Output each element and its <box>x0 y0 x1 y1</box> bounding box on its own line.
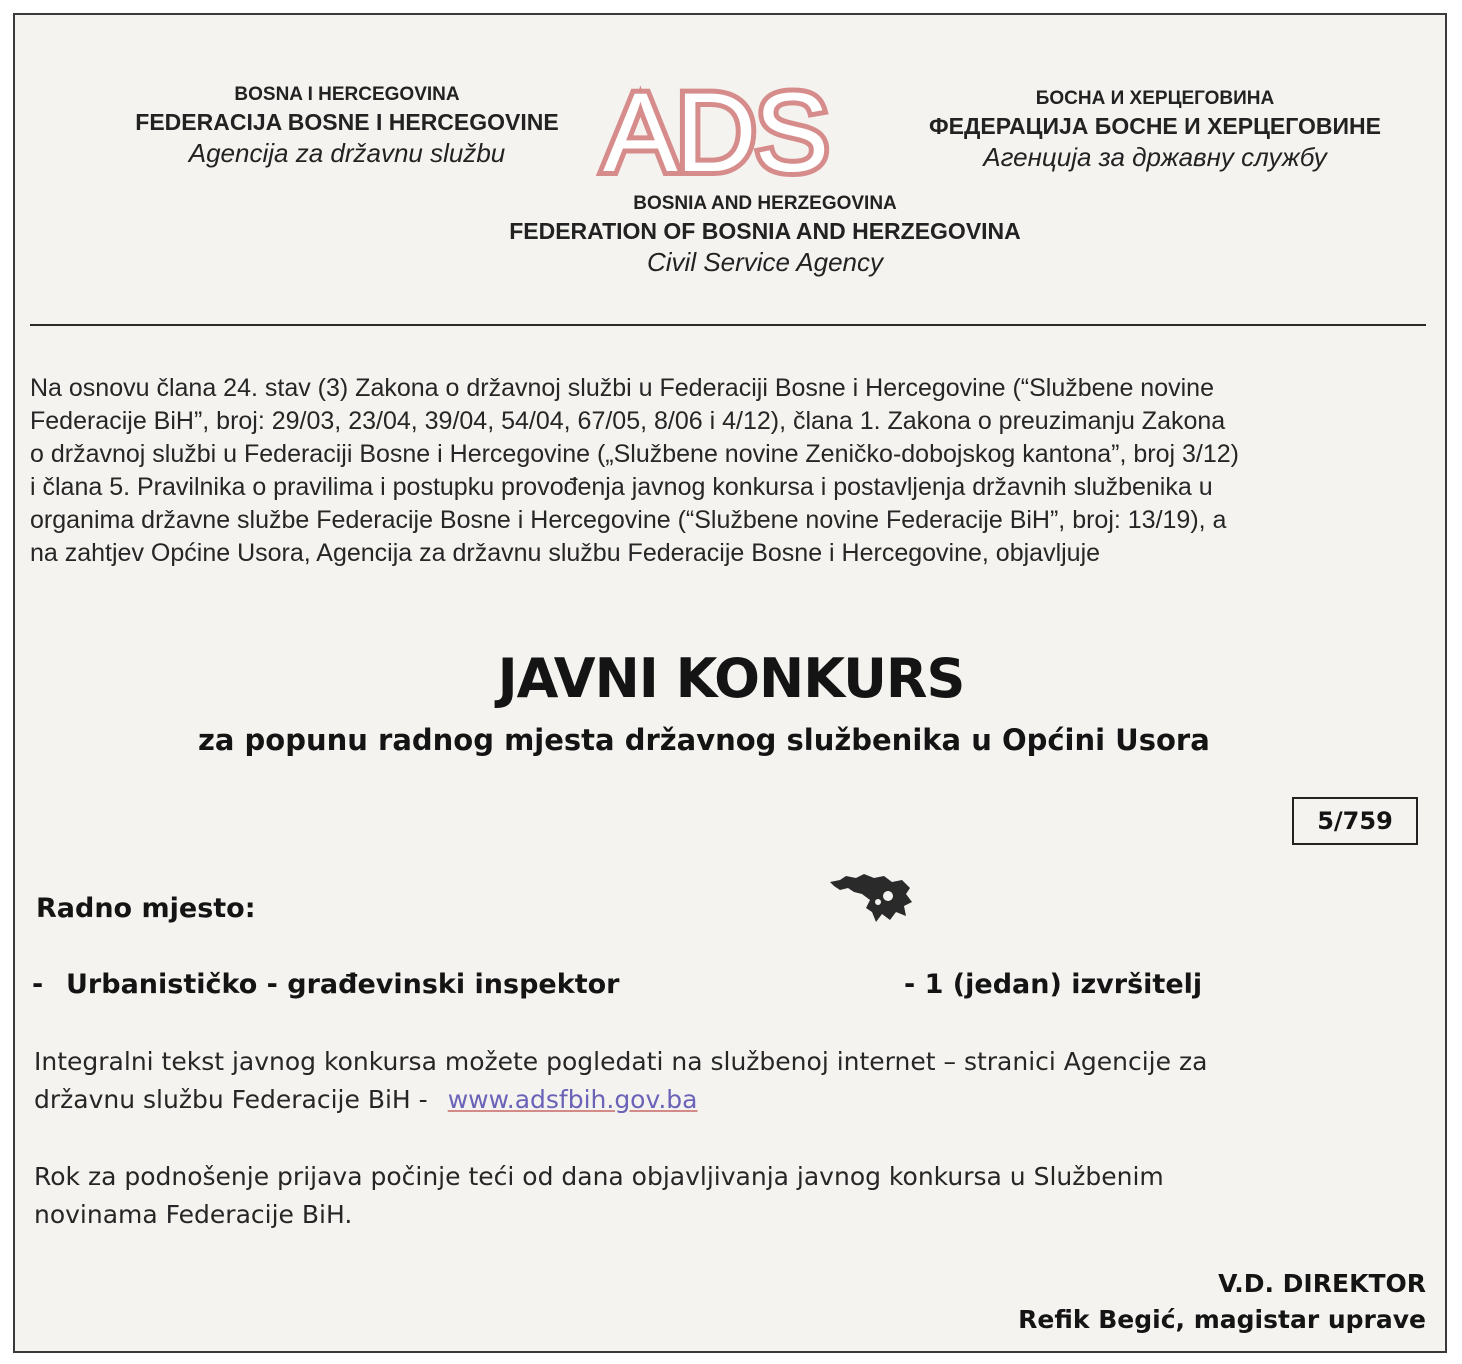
position-bullet: - <box>32 969 44 1000</box>
header-left-agency: Agencija za državnu službu <box>188 138 506 168</box>
header-center-agency: Civil Service Agency <box>646 247 883 277</box>
header-center-country: BOSNIA AND HERZEGOVINA <box>633 193 897 214</box>
intro-line: organima državne službe Federacije Bosne i Hercegovine (“Službene novine Federacije BiH”, broj: 13/19), a <box>30 506 1227 534</box>
intro-line: na zahtjev Općine Usora, Agencija za državnu službu Federacije Bosne i Hercegovine, objavljuje <box>30 539 1101 567</box>
header-left-country: BOSNA I HERCEGOVINA <box>234 84 460 105</box>
integral-text-paragraph <box>34 1043 1434 1119</box>
deadline-line: novinama Federacije BiH. <box>34 1200 353 1229</box>
agency-website-link[interactable]: www.adsfbih.gov.ba <box>447 1085 698 1114</box>
intro-line: Na osnovu člana 24. stav (3) Zakona o državnoj službi u Federaciji Bosne i Hercegovine (“Službene novine <box>30 374 1214 402</box>
document-subtitle: za popunu radnog mjesta državnog službenika u Općini Usora <box>198 723 1210 757</box>
header-left-federation: FEDERACIJA BOSNE I HERCEGOVINE <box>135 109 559 135</box>
position-label: Radno mjesto: <box>36 893 256 924</box>
header-right-agency: Агенција за државну службу <box>983 142 1327 172</box>
signature-block <box>1018 1266 1426 1338</box>
integral-text-line <box>34 1081 1434 1119</box>
integral-text-line: Integralni tekst javnog konkursa možete pogledati na službenoj internet – stranici Agencije za <box>34 1047 1208 1076</box>
header-left-block <box>82 82 612 169</box>
position-row <box>32 963 1432 1007</box>
deadline-paragraph <box>34 1158 1434 1234</box>
document-title: JAVNI KONKURS <box>497 647 965 710</box>
deadline-line: Rok za podnošenje prijava počinje teći od dana objavljivanja javnog konkursa u Službenim <box>34 1162 1164 1191</box>
header-right-federation: ФЕДЕРАЦИЈА БОСНЕ И ХЕРЦЕГОВИНЕ <box>929 113 1381 139</box>
intro-line: Federacije BiH”, broj: 29/03, 23/04, 39/04, 54/04, 67/05, 8/06 i 4/12), člana 1. Zakona o preuzimanju Zakona <box>30 407 1226 435</box>
intro-paragraph <box>30 372 1430 570</box>
header-divider <box>30 324 1426 326</box>
reference-number-box: 5/759 <box>1292 797 1418 845</box>
position-title: Urbanističko - građevinski inspektor <box>66 969 620 1000</box>
signature-name: Refik Begić, magistar uprave <box>1018 1305 1426 1334</box>
ads-logo: ADS <box>603 70 828 195</box>
header-center-block <box>420 191 1110 278</box>
intro-line: o državnoj službi u Federaciji Bosne i Hercegovine („Službene novine Zeničko-dobojskog kantona”, broj 3/12) <box>30 440 1239 468</box>
position-count: - 1 (jedan) izvršitelj <box>904 969 1203 1000</box>
integral-text-line2: državnu službu Federacije BiH - <box>34 1085 428 1114</box>
ink-blot-mark <box>826 872 916 924</box>
signature-role: V.D. DIREKTOR <box>1218 1269 1426 1298</box>
intro-line: i člana 5. Pravilnika o pravilima i postupku provođenja javnog konkursa i postavljenja državnih službenika u <box>30 473 1213 501</box>
header-right-country: БОСНА И ХЕРЦЕГОВИНА <box>1035 88 1275 109</box>
header-center-federation: FEDERATION OF BOSNIA AND HERZEGOVINA <box>509 218 1021 244</box>
header-right-block <box>880 86 1430 173</box>
